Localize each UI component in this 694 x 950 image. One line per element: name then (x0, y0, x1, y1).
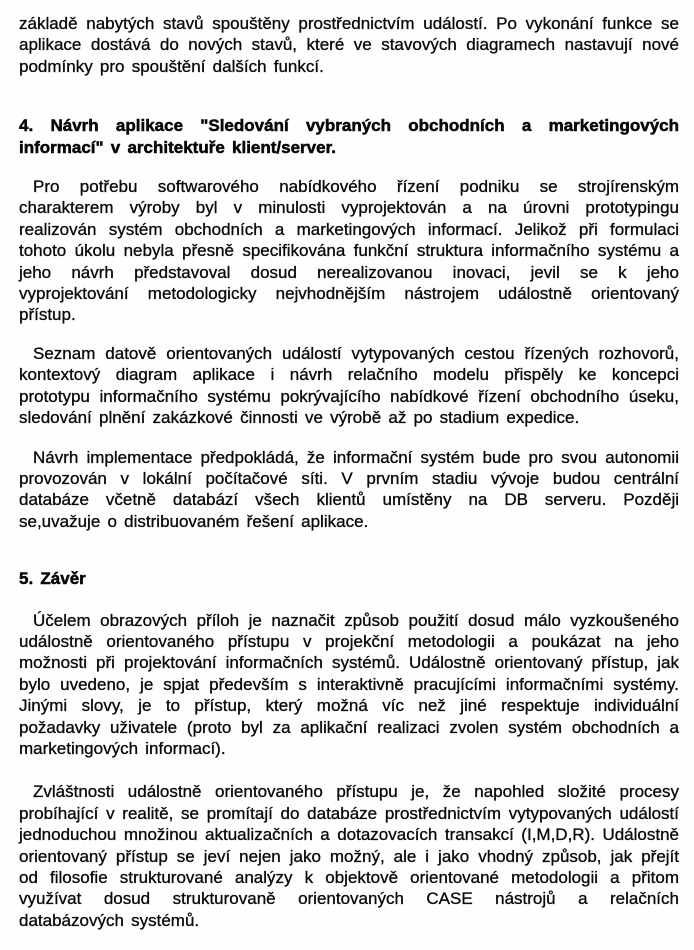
section-4-heading: 4. Návrh aplikace "Sledování vybraných obchodních a marketingových informací" v architektuře klient/server. (19, 116, 679, 157)
section-5-heading: 5. Závěr (19, 569, 86, 589)
continuation-paragraph: základě nabytých stavů spouštěny prostřednictvím událostí. Po vykonání funkce se aplikace dostává do nových stavů, které ve stavových diagramech nastavují nové podmínky pro spouštění dalších funkcí. (19, 14, 679, 76)
section-4-paragraph-3: Návrh implementace předpokládá, že informační systém bude pro svou autonomii provozován v lokální počítačové síti. V prvním stadiu vývoje budou centrální databáze včetně databází všech klientů umístěny na DB serveru. Později se,uvažuje o distribuovaném řešení aplikace. (19, 447, 679, 531)
section-5-paragraph-1: Účelem obrazových příloh je naznačit způsob použití dosud málo vyzkoušeného událostně orientovaného přístupu v projekční metodologii a poukázat na jeho možnosti při projektování informačních systémů. Událostně orientovaný přístup, jak bylo uvedeno, je spjat především s interaktivně pracujícími informačními systémy. Jinými slovy, je to přístup, který možná víc než jiné respektuje individuální požadavky uživatele (proto byl za aplikační realizaci zvolen systém obchodních a marketingových informací). (19, 610, 679, 758)
section-4-paragraph-1: Pro potřebu softwarového nabídkového řízení podniku se strojírenským charakterem výroby byl v minulosti vyprojektován a na úrovni prototypingu realizován systém obchodních a marketingových informací. Jelikož při formulaci tohoto úkolu nebyla přesně specifikována funkční struktura informačního systému a jeho návrh představoval dosud nerealizovanou inovaci, jevil se k jeho vyprojektování metodologicky nejvhodnějším nástrojem událostně orientovaný přístup. (19, 177, 679, 325)
section-4-paragraph-2: Seznam datově orientovaných událostí vytypovaných cestou řízených rozhovorů, kontextový diagram aplikace i návrh relačního modelu přispěly ke koncepci prototypu informačního systému pokrývajícího nabídkové řízení obchodního úseku, sledování plnění zakázkové činnosti ve výrobě až po stadium expedice. (19, 343, 679, 428)
section-5-paragraph-2: Zvláštnosti událostně orientovaného přístupu je, že napohled složité procesy probíhající v realitě, se promítají do databáze prostřednictvím vytypovaných událostí jednoduchou množinou aktualizačních a dotazovacích transakcí (I,M,D,R). Událostně orientovaný přístup se jeví nejen jako možný, ale i jako vhodný způsob, jak přejít od filosofie strukturované analýzy k objektově orientované metodologii a přitom využívat dosud strukturovaně orientovaných CASE nástrojů a relačních databázových systémů. (19, 782, 679, 930)
